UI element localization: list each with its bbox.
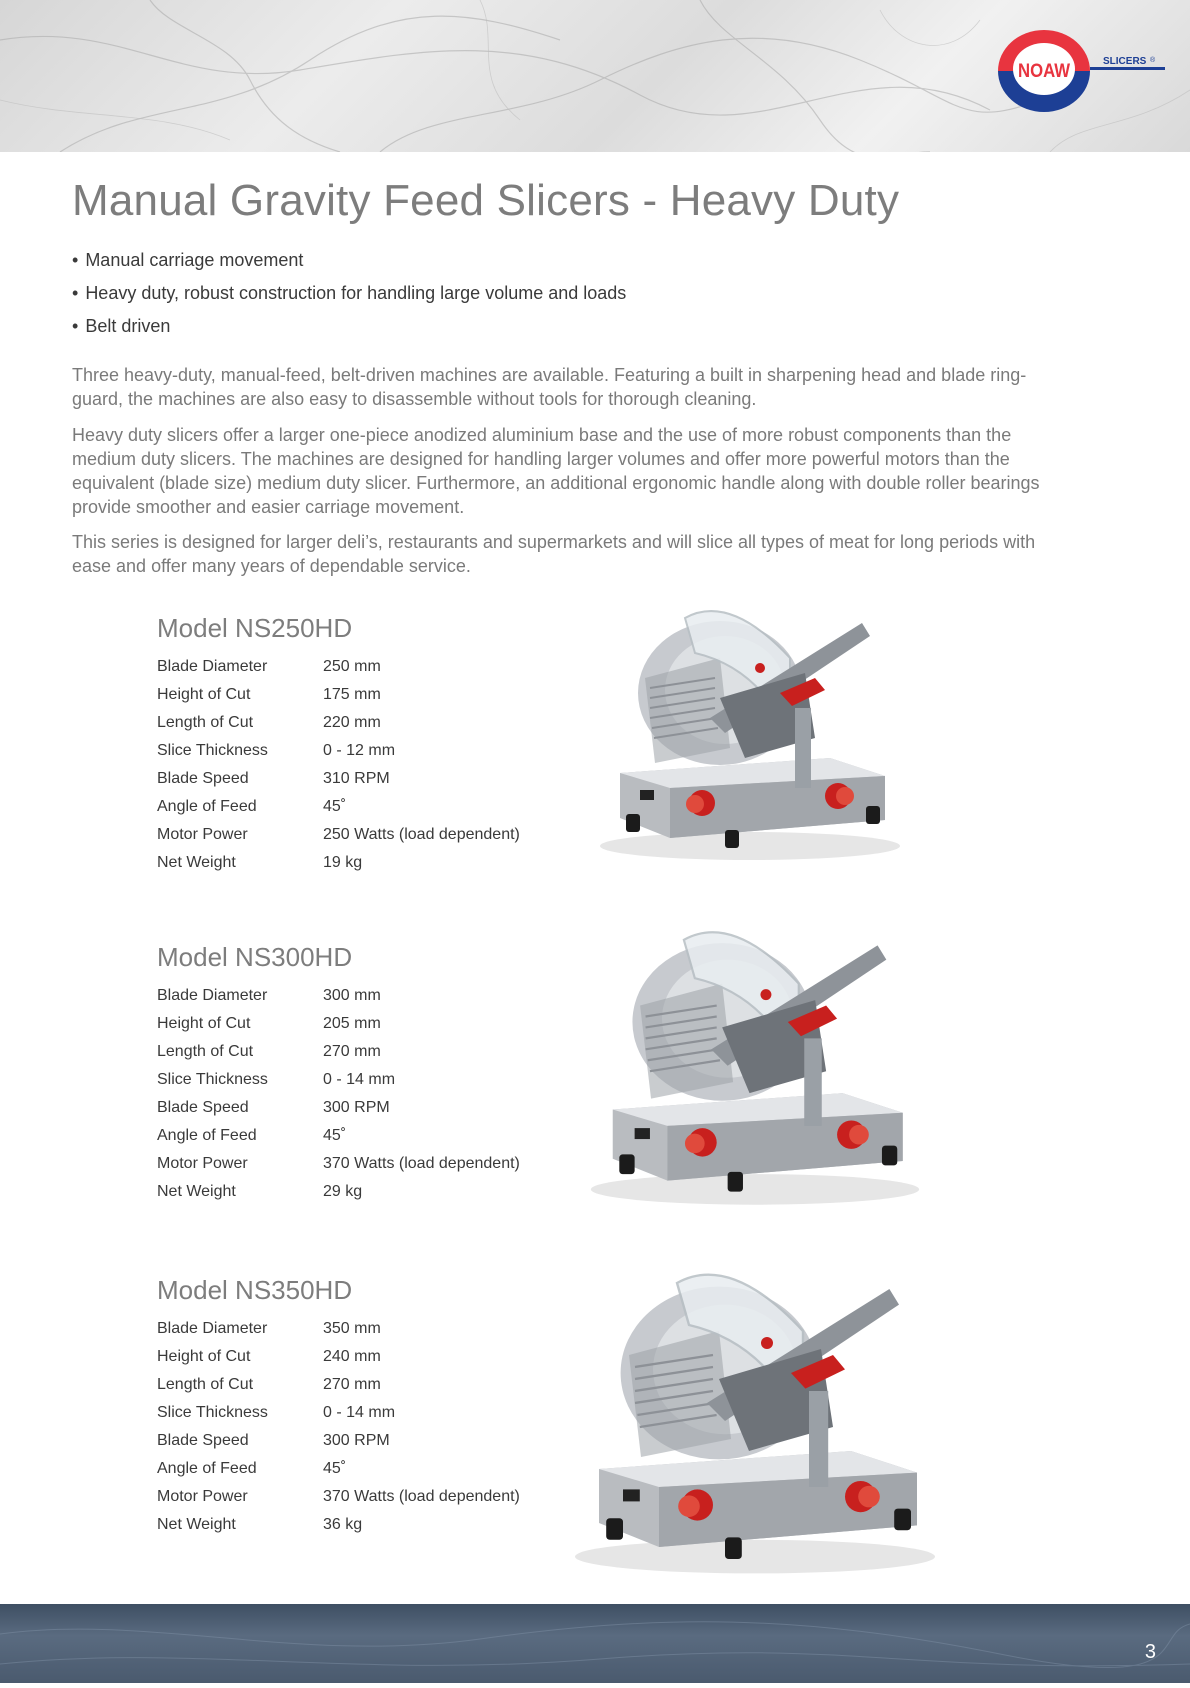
spec-value: 300 mm <box>323 987 381 1004</box>
spec-row <box>157 765 520 793</box>
spec-label: Slice Thickness <box>157 1071 268 1088</box>
spec-value: 205 mm <box>323 1015 381 1032</box>
spec-row <box>157 1122 520 1150</box>
spec-value: 0 - 12 mm <box>323 742 396 759</box>
spec-value: 300 RPM <box>323 1099 390 1116</box>
spec-value: 370 Watts (load dependent) <box>323 1155 520 1172</box>
spec-label: Height of Cut <box>157 1015 251 1032</box>
spec-value: 45˚ <box>323 798 347 815</box>
logo-registered-mark: ® <box>1150 57 1156 64</box>
spec-value: 350 mm <box>323 1320 381 1337</box>
spec-value: 250 mm <box>323 658 381 675</box>
spec-row <box>157 1399 520 1427</box>
model-spec-block <box>157 1273 520 1539</box>
spec-row <box>157 1483 520 1511</box>
heavy-duty-paragraph: Heavy duty slicers offer a larger one-piece anodized aluminium base and the use of more robust components than the medium duty slicers. The machines are designed for handling larger volumes and offer more powerful motors than the equivalent (blade size) medium duty slicer. Furthermore, an additional ergonomic handle along with double roller bearings provide smoother and easier carriage movement. <box>72 425 1040 517</box>
spec-label: Slice Thickness <box>157 742 268 759</box>
spec-label: Blade Speed <box>157 1099 249 1116</box>
spec-row <box>157 982 520 1010</box>
product-image-ns300hd <box>590 918 920 1208</box>
intro-paragraph: Three heavy-duty, manual-feed, belt-driven machines are available. Featuring a built in sharpening head and blade ring-guard, the machines are also easy to disassemble without tools for thorough cleaning. <box>72 365 1027 409</box>
model-title: Model NS300HD <box>157 942 353 972</box>
spec-label: Angle of Feed <box>157 798 257 815</box>
spec-label: Blade Speed <box>157 1432 249 1449</box>
spec-value: 19 kg <box>323 854 363 871</box>
logo-brand-text: NOAW <box>1018 61 1071 82</box>
spec-row <box>157 1010 520 1038</box>
spec-row <box>157 849 520 877</box>
spec-label: Angle of Feed <box>157 1460 257 1477</box>
spec-value: 310 RPM <box>323 770 390 787</box>
spec-value: 250 Watts (load dependent) <box>323 826 520 843</box>
spec-value: 270 mm <box>323 1043 381 1060</box>
spec-row <box>157 653 520 681</box>
model-title: Model NS350HD <box>157 1275 353 1305</box>
spec-label: Length of Cut <box>157 1043 254 1060</box>
page-title: Manual Gravity Feed Slicers - Heavy Duty <box>72 176 900 225</box>
feature-bullet-list <box>72 250 626 349</box>
model-title: Model NS250HD <box>157 613 353 643</box>
spec-label: Blade Diameter <box>157 987 268 1004</box>
spec-label: Height of Cut <box>157 686 251 703</box>
product-image-ns350hd <box>575 1248 935 1588</box>
footer-banner <box>0 1604 1190 1683</box>
spec-label: Net Weight <box>157 1183 236 1200</box>
spec-value: 29 kg <box>323 1183 363 1200</box>
product-image-ns250hd <box>600 598 900 863</box>
spec-row <box>157 1371 520 1399</box>
feature-bullet: • Belt driven <box>72 316 626 349</box>
spec-label: Angle of Feed <box>157 1127 257 1144</box>
noaw-slicers-logo <box>995 28 1165 114</box>
spec-value: 270 mm <box>323 1376 381 1393</box>
spec-value: 220 mm <box>323 714 381 731</box>
spec-label: Motor Power <box>157 1155 248 1172</box>
spec-value: 300 RPM <box>323 1432 390 1449</box>
model-spec-block <box>157 940 520 1206</box>
model-spec-block <box>157 611 520 877</box>
spec-row <box>157 1178 520 1206</box>
spec-value: 0 - 14 mm <box>323 1071 396 1088</box>
spec-value: 45˚ <box>323 1127 347 1144</box>
logo-tagline-text: SLICERS <box>1103 56 1147 67</box>
spec-row <box>157 1511 520 1539</box>
spec-value: 0 - 14 mm <box>323 1404 396 1421</box>
spec-label: Slice Thickness <box>157 1404 268 1421</box>
spec-row <box>157 1150 520 1178</box>
spec-row <box>157 793 520 821</box>
header-banner <box>0 0 1190 152</box>
feature-bullet: • Heavy duty, robust construction for handling large volume and loads <box>72 283 626 316</box>
spec-value: 370 Watts (load dependent) <box>323 1488 520 1505</box>
spec-label: Blade Diameter <box>157 1320 268 1337</box>
spec-label: Net Weight <box>157 1516 236 1533</box>
spec-row <box>157 1094 520 1122</box>
spec-row <box>157 1038 520 1066</box>
spec-value: 175 mm <box>323 686 381 703</box>
spec-label: Length of Cut <box>157 714 254 731</box>
spec-label: Length of Cut <box>157 1376 254 1393</box>
spec-row <box>157 1455 520 1483</box>
spec-row <box>157 1427 520 1455</box>
spec-row <box>157 1066 520 1094</box>
page-number: 3 <box>1144 1641 1156 1663</box>
feature-bullet: • Manual carriage movement <box>72 250 626 283</box>
spec-label: Height of Cut <box>157 1348 251 1365</box>
spec-label: Motor Power <box>157 1488 248 1505</box>
spec-row <box>157 737 520 765</box>
spec-row <box>157 821 520 849</box>
spec-label: Net Weight <box>157 854 236 871</box>
spec-row <box>157 1315 520 1343</box>
spec-value: 240 mm <box>323 1348 381 1365</box>
spec-value: 36 kg <box>323 1516 363 1533</box>
spec-row <box>157 709 520 737</box>
spec-label: Blade Diameter <box>157 658 268 675</box>
spec-value: 45˚ <box>323 1460 347 1477</box>
series-paragraph: This series is designed for larger deli’s, restaurants and supermarkets and will slice all types of meat for long periods with ease and offer many years of dependable service. <box>72 532 1036 576</box>
footer-texture <box>0 1604 1190 1683</box>
spec-label: Blade Speed <box>157 770 249 787</box>
spec-label: Motor Power <box>157 826 248 843</box>
spec-row <box>157 681 520 709</box>
spec-row <box>157 1343 520 1371</box>
